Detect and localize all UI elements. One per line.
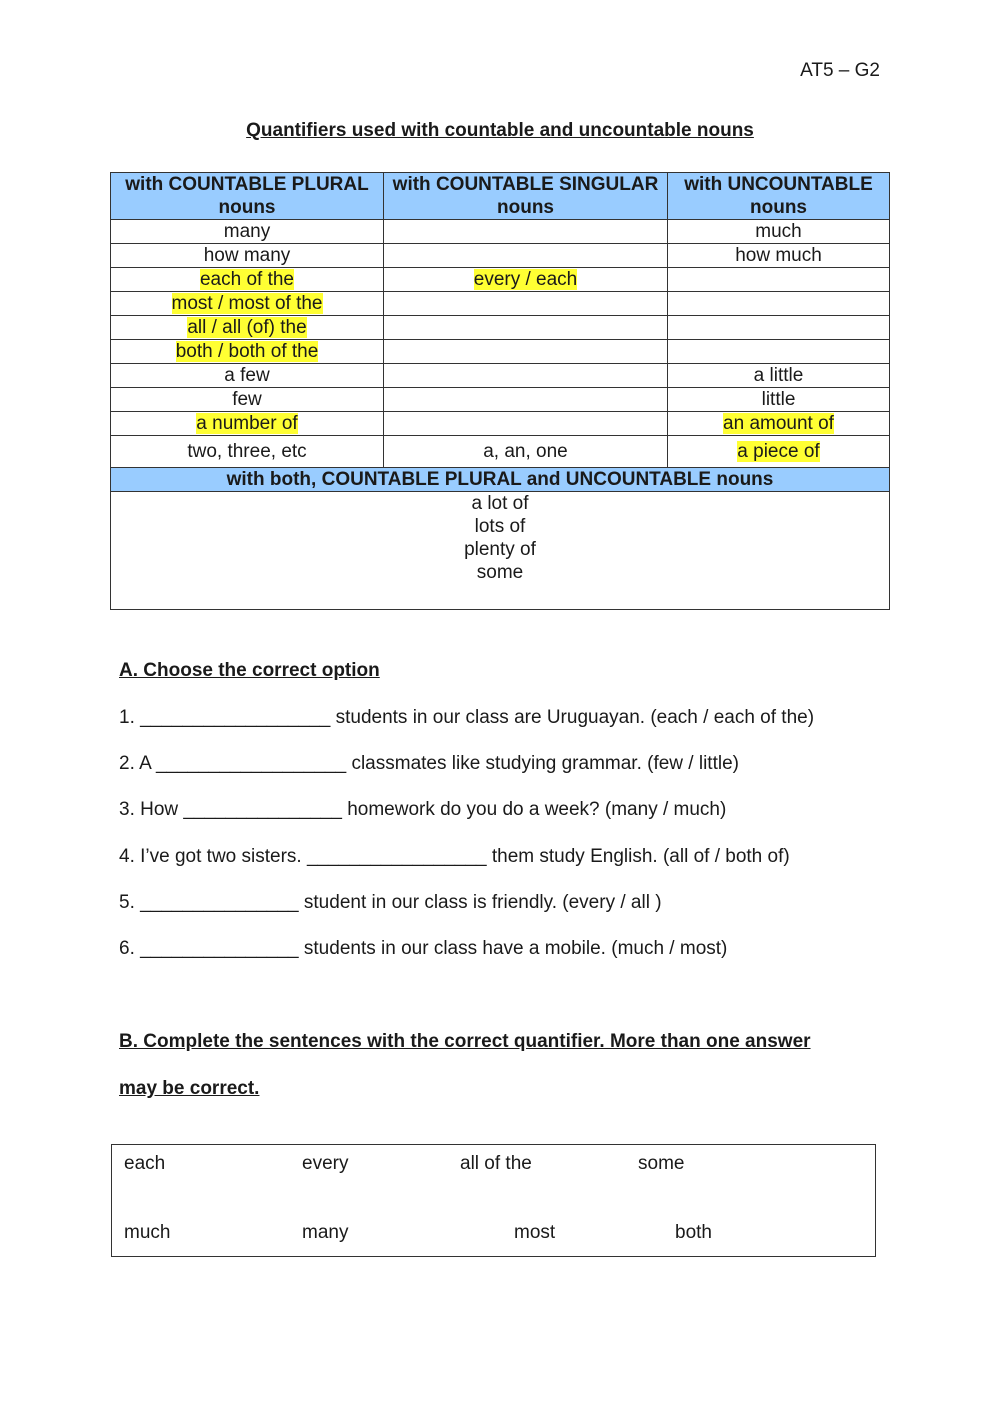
table-cell (384, 316, 668, 340)
table-row (111, 316, 890, 340)
word-bank (111, 1144, 876, 1257)
table-cell (111, 268, 384, 292)
table-row (111, 268, 890, 292)
word-bank-item: all of the (460, 1153, 532, 1174)
table-cell (111, 316, 384, 340)
word-bank-item: some (638, 1153, 685, 1174)
table-row (111, 388, 890, 412)
exercise-item: 4. I’ve got two sisters. _________________ them study English. (all of / both of) (119, 846, 790, 867)
quantifier-table (110, 172, 890, 610)
table-cell (668, 340, 890, 364)
worksheet-code: AT5 – G2 (800, 60, 880, 81)
quantifier-text: both / both of the (175, 341, 319, 362)
table-cell (111, 412, 384, 436)
table-cell (384, 412, 668, 436)
quantifier-text: little (761, 389, 796, 410)
both-item: plenty of (464, 539, 536, 560)
both-item: some (476, 562, 524, 583)
table-cell (668, 292, 890, 316)
table-cell (111, 340, 384, 364)
exercise-item: 5. _______________ student in our class is friendly. (every / all ) (119, 892, 662, 913)
section-a-heading: A. Choose the correct option (119, 660, 380, 681)
quantifier-text: how many (203, 245, 291, 266)
section-b-heading: B. Complete the sentences with the correct quantifier. More than one answer (119, 1031, 811, 1052)
table-cell (111, 220, 384, 244)
quantifier-text: two, three, etc (187, 441, 307, 462)
word-bank-item: many (302, 1222, 349, 1243)
table-cell (384, 244, 668, 268)
table-cell (384, 340, 668, 364)
table-cell (111, 364, 384, 388)
table-cell (384, 436, 668, 468)
quantifier-text: many (223, 221, 271, 242)
word-bank-item: most (514, 1222, 556, 1243)
quantifier-text: all / all (of) the (187, 317, 307, 338)
both-item: lots of (474, 516, 526, 537)
table-cell (111, 292, 384, 316)
exercise-item: 6. _______________ students in our class have a mobile. (much / most) (119, 938, 728, 959)
quantifier-text: most / most of the (171, 293, 323, 314)
both-item: a lot of (471, 493, 529, 514)
table-row (111, 340, 890, 364)
table-cell (111, 436, 384, 468)
table-cell (668, 436, 890, 468)
word-bank-item: both (675, 1222, 712, 1243)
header-countable-plural: with COUNTABLE PLURAL nouns (111, 173, 384, 220)
quantifier-text: a number of (196, 413, 298, 434)
header-uncountable: with UNCOUNTABLE nouns (668, 173, 890, 220)
table-cell (668, 412, 890, 436)
word-bank-item: every (302, 1153, 349, 1174)
table-cell (384, 364, 668, 388)
exercise-item: 1. __________________ students in our class are Uruguayan. (each / each of the) (119, 707, 815, 728)
header-countable-singular: with COUNTABLE SINGULAR nouns (384, 173, 668, 220)
table-cell (384, 220, 668, 244)
quantifier-text: a piece of (737, 441, 820, 462)
quantifier-text: a few (224, 365, 270, 386)
quantifier-text: a, an, one (483, 441, 568, 462)
quantifier-text: much (755, 221, 802, 242)
table-row (111, 220, 890, 244)
quantifier-text: a little (753, 365, 804, 386)
exercise-item: 3. How _______________ homework do you do a week? (many / much) (119, 799, 727, 820)
table-cell (111, 244, 384, 268)
section-b-heading-cont: may be correct. (119, 1078, 260, 1099)
both-header: with both, COUNTABLE PLURAL and UNCOUNTABLE nouns (111, 468, 890, 492)
word-bank-item: much (124, 1222, 171, 1243)
table-header-row (111, 173, 890, 220)
quantifier-text: how much (735, 245, 822, 266)
table-cell (668, 364, 890, 388)
both-cell (111, 492, 890, 610)
table-row (111, 244, 890, 268)
exercise-item: 2. A __________________ classmates like studying grammar. (few / little) (119, 753, 739, 774)
table-cell (668, 244, 890, 268)
table-cell (668, 388, 890, 412)
word-bank-item: each (124, 1153, 166, 1174)
table-cell (384, 388, 668, 412)
table-cell (384, 292, 668, 316)
table-cell (668, 316, 890, 340)
table-cell (668, 268, 890, 292)
table-row (111, 412, 890, 436)
quantifier-text: each of the (199, 269, 295, 290)
quantifier-text: every / each (473, 269, 578, 290)
quantifier-text: few (232, 389, 262, 410)
table-row (111, 364, 890, 388)
table-cell (668, 220, 890, 244)
table-cell (384, 268, 668, 292)
table-row (111, 292, 890, 316)
table-row (111, 436, 890, 468)
table-cell (111, 388, 384, 412)
page-title: Quantifiers used with countable and uncountable nouns (246, 120, 754, 141)
quantifier-text: an amount of (723, 413, 834, 434)
